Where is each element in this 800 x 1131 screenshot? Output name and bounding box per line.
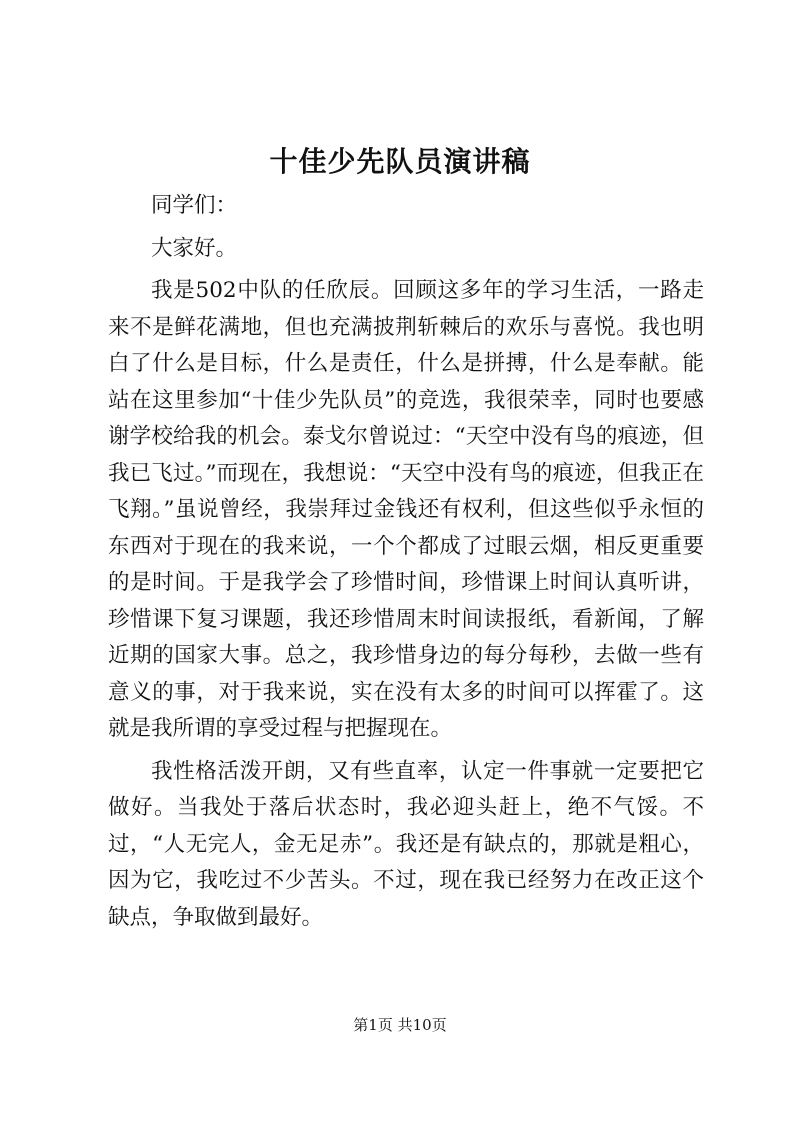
greeting-paragraph: 大家好。 [151, 235, 238, 261]
salutation-paragraph: 同学们： [151, 193, 238, 218]
body-paragraph: 我是502中队的任欣辰。回顾这多年的学习生活，一路走来不是鲜花满地，但也充满披荆斩棘后的欢乐与喜悦。我也明白了什么是目标，什么是责任，什么是拼搏，什么是奉献。能站在这里参加“十佳少先队员”的竞选，我很荣幸，同时也要感谢学校给我的机会。泰戈尔曾说过：“天空中没有鸟的痕迹，但我已飞过。”而现在，我想说：“天空中没有鸟的痕迹，但我正在飞翔。”虽说曾经，我崇拜过金钱还有权利，但这些似乎永恒的东西对于现在的我来说，一个个都成了过眼云烟，相反更重要的是时间。于是我学会了珍惜时间，珍惜课上时间认真听讲，珍惜课下复习课题，我还珍惜周末时间读报纸，看新闻，了解近期的国家大事。总之，我珍惜身边的每分每秒，去做一些有意义的事，对于我来说，实在没有太多的时间可以挥霍了。这就是我所谓的享受过程与把握现在。 [108, 278, 704, 741]
page-footer: 第1页 共10页 [353, 1016, 447, 1034]
body-paragraph: 我性格活泼开朗，又有些直率，认定一件事就一定要把它做好。当我处于落后状态时，我必迎头赶上，绝不气馁。不过，“人无完人，金无足赤”。我还是有缺点的，那就是粗心，因为它，我吃过不少苦头。不过，现在我已经努力在改正这个缺点，争取做到最好。 [108, 758, 704, 930]
document-title: 十佳少先队员演讲稿 [269, 145, 531, 178]
document-body [108, 188, 704, 936]
